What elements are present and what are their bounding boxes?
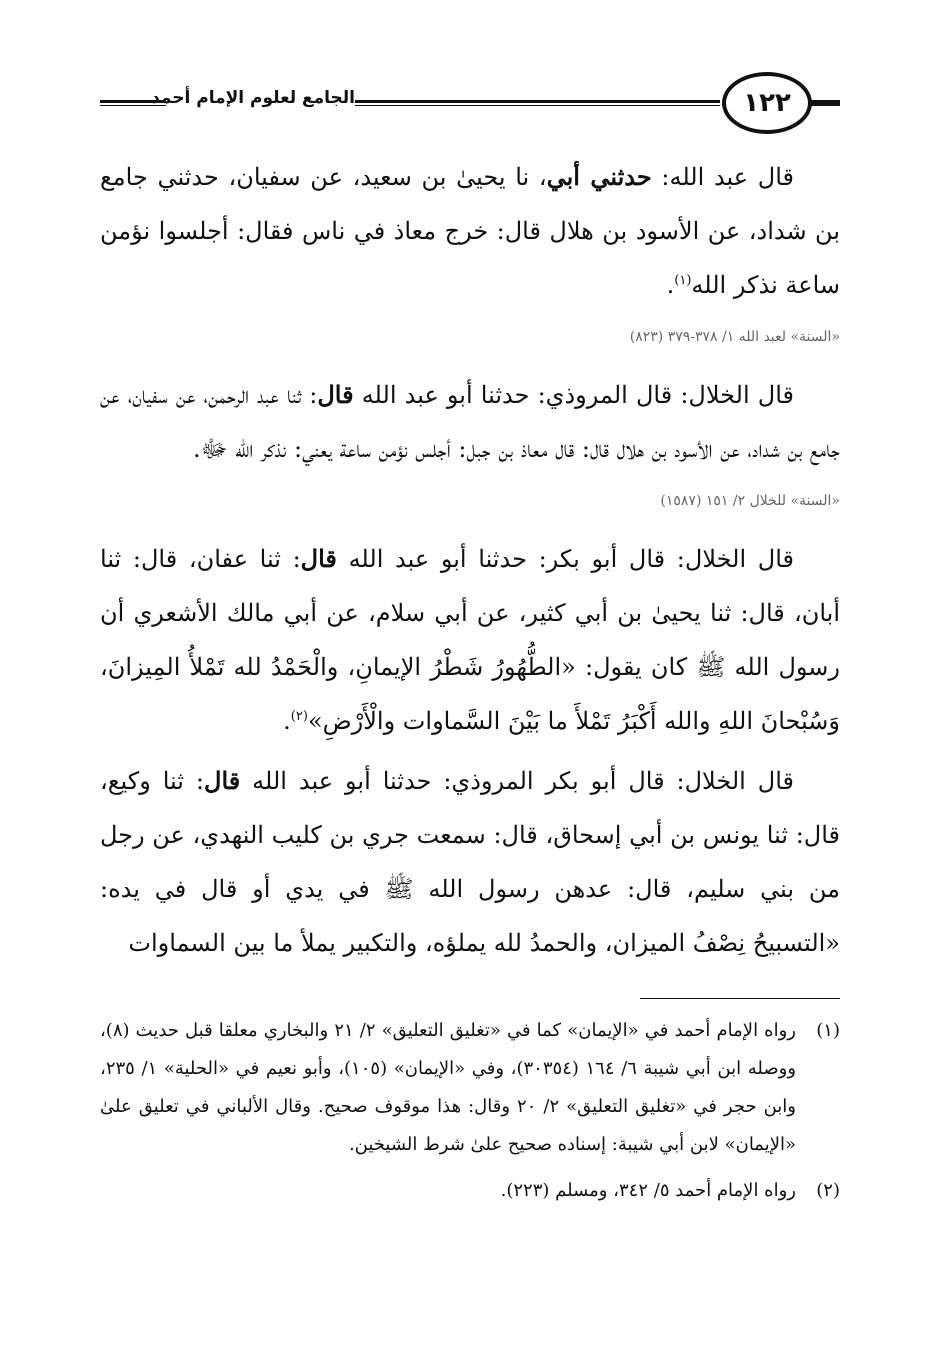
header-ornament bbox=[810, 100, 840, 106]
footnote-number: (١) bbox=[816, 1020, 840, 1041]
footnote-reference[interactable]: (٢) bbox=[290, 709, 308, 724]
page-number-badge bbox=[722, 72, 812, 134]
paragraph bbox=[100, 368, 840, 476]
paragraph-text: : ثنا عفان، قال: ثنا أبان، قال: ثنا يحيىٰ بن أبي كثير، عن أبي سلام، عن أبي مالك الأشعري أن رسول الله ﷺ كان يقول: «الطُّهُورُ شَطْرُ الإيمانِ، والْحَمْدُ لله تَمْلأُ المِيزانَ، وَسُبْحانَ اللهِ والله أَكْبَرُ تَمْلأَ ما بَيْنَ السَّماوات والْأَرْضِ» bbox=[100, 545, 840, 735]
footnote-separator bbox=[640, 998, 840, 999]
footnotes bbox=[100, 1012, 840, 1218]
paragraph bbox=[100, 150, 840, 312]
footnote-text: رواه الإمام أحمد ٥/ ٣٤٢، ومسلم (٢٢٣). bbox=[500, 1180, 796, 1201]
page-header bbox=[100, 70, 840, 140]
paragraph-text: قال الخلال: قال أبو بكر: حدثنا أبو عبد الله bbox=[336, 545, 795, 573]
paragraph-emphasis: قال bbox=[204, 766, 241, 795]
paragraph-end: . bbox=[283, 707, 291, 735]
running-title: الجامع لعلوم الإمام أحمد bbox=[151, 88, 355, 108]
paragraph-text: ، نا يحيىٰ بن سعيد، عن سفيان، حدثني جامع بن شداد، عن الأسود بن هلال قال: خرج معاذ في ناس فقال: أجلسوا نؤمن ساعة نذكر الله bbox=[100, 163, 840, 299]
paragraph bbox=[100, 532, 840, 748]
source-citation: «السنة» للخلال ٢/ ١٥١ (١٥٨٧) bbox=[660, 493, 840, 509]
paragraph-text: قال الخلال: قال المروذي: حدثنا أبو عبد الله bbox=[353, 381, 794, 409]
paragraph-emphasis: قال bbox=[300, 544, 337, 573]
header-rule-end bbox=[100, 100, 166, 106]
paragraph-end: . bbox=[666, 271, 675, 299]
paragraph-emphasis: حدثني أبي bbox=[546, 162, 652, 191]
page-number: ١٢٢ bbox=[743, 88, 791, 118]
footnote-text: رواه الإمام أحمد في «الإيمان» كما في «تغليق التعليق» ٢/ ٢١ والبخاري معلقا قبل حديث (٨)، ووصله ابن أبي شيبة ٦/ ١٦٤ (٣٠٣٥٤)، وفي «الإيمان» (١٠٥)، وأبو نعيم في «الحلية» ١/ ٢٣٥، وابن حجر في «تغليق التعليق» ٢/ ٢٠ وقال: هذا موقوف صحيح. وقال الألباني في تعليق علىٰ «الإيمان» لابن أبي شيبة: إسناده صحيح علىٰ شرط الشيخين. bbox=[100, 1020, 797, 1155]
header-rule bbox=[355, 100, 720, 106]
paragraph-text: قال الخلال: قال أبو بكر المروذي: حدثنا أبو عبد الله bbox=[240, 767, 794, 795]
paragraph-text: قال عبد الله: bbox=[651, 163, 794, 191]
footnote bbox=[100, 1012, 840, 1164]
paragraph-emphasis: قال bbox=[317, 380, 354, 409]
paragraph-text: : ثنا وكيع، قال: ثنا يونس بن أبي إسحاق، قال: سمعت جري بن كليب النهدي، عن رجل من بني سليم، قال: عدهن رسول الله ﷺ في يدي أو قال في يده: «التسبيحُ نِصْفُ الميزان، والحمدُ لله يملؤه، والتكبير يملأ ما بين السماوات bbox=[100, 767, 840, 957]
footnote-reference[interactable]: (١) bbox=[674, 273, 692, 288]
paragraph bbox=[100, 754, 840, 970]
source-citation: «السنة» لعبد الله ١/ ٣٧٨-٣٧٩ (٨٢٣) bbox=[629, 329, 840, 345]
footnote bbox=[100, 1172, 840, 1210]
footnote-number: (٢) bbox=[816, 1180, 840, 1201]
paragraph-text: : ثنا عبد الرحمن، عن سفيان، عن جامع بن شداد، عن الأسود بن هلال قال: قال معاذ بن جبل: أجلس نؤمن ساعة يعني: نذكر الله ﷻ. bbox=[100, 381, 840, 463]
main-text bbox=[100, 150, 840, 970]
